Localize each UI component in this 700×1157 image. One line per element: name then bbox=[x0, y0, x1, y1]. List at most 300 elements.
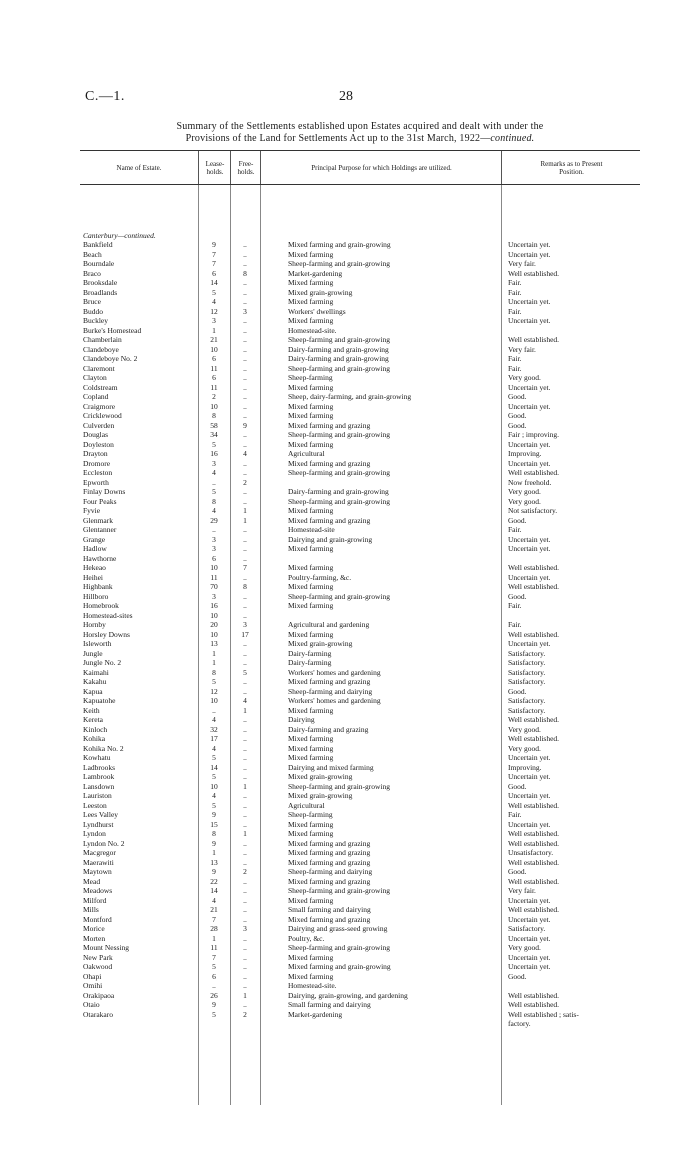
freeholds-cell: 2 bbox=[243, 867, 247, 876]
leaseholds-cell: 9 bbox=[212, 838, 216, 848]
remarks-cell: Fair. bbox=[508, 810, 522, 819]
freeholds-cell: 4 bbox=[243, 449, 247, 458]
estate-name-cell: Jungle No. 2 bbox=[83, 658, 122, 667]
purpose-cell: Mixed farming and grazing bbox=[288, 458, 371, 468]
table-row bbox=[80, 677, 640, 687]
table-row bbox=[80, 468, 640, 478]
purpose-cell: Mixed farming bbox=[288, 753, 334, 762]
remarks-cell: Uncertain yet. bbox=[508, 572, 551, 582]
estate-name-cell: Hadlow bbox=[83, 544, 107, 553]
table-row bbox=[80, 611, 640, 621]
estate-name-cell: Highbank bbox=[83, 582, 113, 591]
purpose-cell: Mixed farming bbox=[288, 439, 334, 449]
purpose-cell: Dairying and grain-growing bbox=[288, 534, 373, 544]
purpose-cell: Sheep, dairy-farming, and grain-growing bbox=[288, 392, 412, 401]
leaseholds-cell: 1 bbox=[212, 325, 216, 335]
remarks-cell: Good. bbox=[508, 781, 527, 791]
purpose-cell: Mixed farming and grazing bbox=[288, 420, 371, 430]
header-purpose-label: Principal Purpose for which Holdings are utilized. bbox=[311, 163, 452, 172]
table-row bbox=[80, 354, 640, 364]
leaseholds-cell: 4 bbox=[212, 297, 216, 306]
leaseholds-cell: 8 bbox=[212, 829, 216, 838]
table-row bbox=[80, 953, 640, 963]
leaseholds-cell: 5 bbox=[212, 287, 216, 297]
remarks-cell: Good. bbox=[508, 867, 527, 876]
purpose-cell: Dairy-farming bbox=[288, 648, 332, 658]
freeholds-cell: .. bbox=[243, 715, 247, 724]
table-row bbox=[80, 801, 640, 811]
freeholds-cell: .. bbox=[243, 259, 247, 268]
remarks-cell: Uncertain yet. bbox=[508, 772, 551, 781]
estate-name-cell: Cricklewood bbox=[83, 411, 122, 420]
table-row bbox=[80, 535, 640, 545]
table-row bbox=[80, 411, 640, 421]
freeholds-cell: 5 bbox=[243, 667, 247, 677]
freeholds-cell: .. bbox=[243, 496, 247, 506]
table-row bbox=[80, 335, 640, 345]
leaseholds-cell: 5 bbox=[212, 772, 216, 781]
remarks-cell: Good. bbox=[508, 971, 527, 981]
estate-name-cell: Claremont bbox=[83, 363, 115, 373]
purpose-cell: Dairy-farming and grazing bbox=[288, 724, 369, 734]
remarks-cell: Fair ; improving. bbox=[508, 430, 560, 439]
table-row bbox=[80, 725, 640, 735]
table-row bbox=[80, 896, 640, 906]
freeholds-cell: .. bbox=[243, 971, 247, 981]
estate-name-cell: Horsley Downs bbox=[83, 629, 130, 639]
table-row bbox=[80, 734, 640, 744]
table-row bbox=[80, 715, 640, 725]
remarks-cell: Not satisfactory. bbox=[508, 506, 558, 515]
remarks-cell: Very good. bbox=[508, 743, 541, 753]
leaseholds-cell: 7 bbox=[212, 914, 216, 924]
estate-name-cell: Douglas bbox=[83, 430, 108, 439]
estate-name-cell: Buckley bbox=[83, 316, 108, 325]
estate-name-cell: Jungle bbox=[83, 648, 103, 658]
freeholds-cell: .. bbox=[243, 933, 247, 943]
table-row bbox=[80, 639, 640, 649]
remarks-cell: Good. bbox=[508, 411, 527, 420]
leaseholds-cell: 3 bbox=[212, 458, 216, 468]
remarks-cell: Good. bbox=[508, 591, 527, 601]
table-row bbox=[80, 250, 640, 260]
purpose-cell: Sheep-farming and grain-growing bbox=[288, 363, 391, 373]
leaseholds-cell: 8 bbox=[212, 496, 216, 506]
estate-name-cell: Glenmark bbox=[83, 515, 113, 525]
remarks-cell: Very fair. bbox=[508, 886, 536, 895]
table-row bbox=[80, 744, 640, 754]
purpose-cell: Dairying and grass-seed growing bbox=[288, 924, 388, 933]
title-line-1: Summary of the Settlements established upon Estates acquired and dealt with under the bbox=[176, 121, 544, 132]
header-name-label: Name of Estate. bbox=[116, 163, 162, 172]
estate-name-cell: Dromore bbox=[83, 458, 111, 468]
table-row bbox=[80, 449, 640, 459]
purpose-cell: Mixed farming bbox=[288, 316, 334, 325]
estate-name-cell: Leeston bbox=[83, 800, 107, 810]
freeholds-cell: .. bbox=[243, 601, 247, 610]
freeholds-cell: .. bbox=[243, 458, 247, 468]
estate-name-cell: Braco bbox=[83, 268, 101, 278]
purpose-cell: Mixed farming bbox=[288, 895, 334, 905]
purpose-cell: Mixed grain-growing bbox=[288, 287, 353, 297]
remarks-cell: Well established. bbox=[508, 990, 560, 1000]
leaseholds-cell: 1 bbox=[212, 848, 216, 857]
remarks-cell: Very good. bbox=[508, 487, 541, 496]
leaseholds-cell: 11 bbox=[210, 382, 218, 392]
table-row bbox=[80, 421, 640, 431]
remarks-cell: Well established. bbox=[508, 629, 560, 639]
freeholds-cell: 8 bbox=[243, 268, 247, 278]
purpose-cell: Workers' homes and gardening bbox=[288, 696, 381, 705]
leaseholds-cell: 1 bbox=[212, 648, 216, 658]
table-row bbox=[80, 1019, 640, 1029]
purpose-cell: Homestead-site. bbox=[288, 325, 337, 335]
leaseholds-cell: 7 bbox=[212, 259, 216, 268]
purpose-cell: Mixed farming and grazing bbox=[288, 677, 371, 686]
estate-name-cell: Montford bbox=[83, 914, 112, 924]
header-free-line2: holds. bbox=[237, 167, 255, 176]
estate-name-cell: Maerawiti bbox=[83, 857, 114, 867]
estate-name-cell: Hekeao bbox=[83, 563, 106, 572]
leaseholds-cell: 6 bbox=[212, 268, 216, 278]
estate-name-cell: Maytown bbox=[83, 867, 112, 876]
remarks-cell: Uncertain yet. bbox=[508, 791, 551, 800]
estate-name-cell: Lyndon No. 2 bbox=[83, 838, 125, 848]
leaseholds-cell: 5 bbox=[212, 753, 216, 762]
purpose-cell: Mixed farming bbox=[288, 297, 334, 306]
estate-name-cell: Lyndon bbox=[83, 829, 106, 838]
estate-name-cell: Burke's Homestead bbox=[83, 325, 142, 335]
header-lease-line2: holds. bbox=[206, 167, 224, 176]
remarks-cell: Well established. bbox=[508, 905, 560, 914]
purpose-cell: Mixed farming bbox=[288, 629, 334, 639]
freeholds-cell: 2 bbox=[243, 1009, 247, 1019]
table-row bbox=[80, 326, 640, 336]
remarks-cell: Uncertain yet. bbox=[508, 952, 551, 962]
remarks-cell: Satisfactory. bbox=[508, 705, 546, 715]
freeholds-cell: .. bbox=[243, 848, 247, 857]
estate-name-cell: Meadows bbox=[83, 886, 113, 895]
remarks-cell: Well established. bbox=[508, 734, 560, 743]
leaseholds-cell: 15 bbox=[210, 819, 218, 829]
remarks-cell: Very good. bbox=[508, 724, 541, 734]
freeholds-cell: .. bbox=[243, 724, 247, 734]
leaseholds-cell: .. bbox=[212, 981, 216, 990]
table-row bbox=[80, 592, 640, 602]
table-row bbox=[80, 383, 640, 393]
estate-name-cell: Milford bbox=[83, 895, 107, 905]
purpose-cell: Sheep-farming and grain-growing bbox=[288, 430, 391, 439]
estate-name-cell: Chamberlain bbox=[83, 335, 122, 344]
freeholds-cell: .. bbox=[243, 857, 247, 867]
document-reference: C.—1. bbox=[85, 89, 125, 104]
freeholds-cell: .. bbox=[243, 591, 247, 601]
leaseholds-cell: 10 bbox=[210, 563, 218, 572]
remarks-cell: Now freehold. bbox=[508, 477, 552, 487]
table-header bbox=[80, 150, 640, 185]
purpose-cell: Mixed farming bbox=[288, 278, 334, 287]
remarks-cell: Fair. bbox=[508, 354, 522, 363]
remarks-cell: Satisfactory. bbox=[508, 924, 546, 933]
table-row bbox=[80, 544, 640, 554]
freeholds-cell: .. bbox=[243, 677, 247, 686]
remarks-cell: Uncertain yet. bbox=[508, 401, 551, 411]
estate-name-cell: Epworth bbox=[83, 477, 109, 487]
purpose-cell: Dairy-farming and grain-growing bbox=[288, 487, 389, 496]
freeholds-cell: .. bbox=[243, 297, 247, 306]
remarks-cell: Satisfactory. bbox=[508, 667, 546, 677]
remarks-cell: Well established. bbox=[508, 876, 560, 886]
table-row bbox=[80, 972, 640, 982]
freeholds-cell: .. bbox=[243, 468, 247, 477]
leaseholds-cell: 11 bbox=[210, 943, 218, 952]
estate-name-cell: Copland bbox=[83, 392, 109, 401]
leaseholds-cell: 4 bbox=[212, 791, 216, 800]
table-row bbox=[80, 782, 640, 792]
remarks-cell: Good. bbox=[508, 515, 527, 525]
estate-name-cell: Bankfield bbox=[83, 240, 113, 249]
remarks-cell: Well established. bbox=[508, 582, 560, 591]
leaseholds-cell: 14 bbox=[210, 762, 218, 772]
leaseholds-cell: 10 bbox=[210, 610, 218, 620]
remarks-cell: Well established. bbox=[508, 838, 560, 848]
leaseholds-cell: 58 bbox=[210, 420, 218, 430]
estate-name-cell: Macgregor bbox=[83, 848, 116, 857]
estate-name-cell: Hillboro bbox=[83, 591, 109, 601]
table-row bbox=[80, 839, 640, 849]
remarks-cell: Well established ; satis- bbox=[508, 1009, 579, 1019]
remarks-cell: Uncertain yet. bbox=[508, 316, 551, 325]
leaseholds-cell: 7 bbox=[212, 249, 216, 259]
purpose-cell: Mixed farming and grain-growing bbox=[288, 962, 391, 971]
remarks-cell: Uncertain yet. bbox=[508, 639, 551, 648]
leaseholds-cell: 8 bbox=[212, 667, 216, 677]
freeholds-cell: .. bbox=[243, 791, 247, 800]
estate-name-cell: Fyvie bbox=[83, 506, 101, 515]
remarks-cell: Well established. bbox=[508, 563, 560, 572]
purpose-cell: Mixed farming bbox=[288, 401, 334, 411]
freeholds-cell: .. bbox=[243, 325, 247, 335]
leaseholds-cell: 10 bbox=[210, 401, 218, 411]
table-row bbox=[80, 307, 640, 317]
remarks-cell: Very fair. bbox=[508, 259, 536, 268]
remarks-cell: Uncertain yet. bbox=[508, 914, 551, 924]
remarks-cell: Uncertain yet. bbox=[508, 544, 551, 553]
estate-name-cell: Lees Valley bbox=[83, 810, 119, 819]
estate-name-cell: Keith bbox=[83, 705, 100, 715]
estate-name-cell: Ladbrooks bbox=[83, 762, 116, 772]
purpose-cell: Mixed grain-growing bbox=[288, 791, 353, 800]
remarks-cell: Fair. bbox=[508, 287, 522, 297]
purpose-cell: Small farming and dairying bbox=[288, 1000, 371, 1009]
freeholds-cell: .. bbox=[243, 810, 247, 819]
remarks-cell: Well established. bbox=[508, 829, 560, 838]
leaseholds-cell: 9 bbox=[212, 1000, 216, 1009]
estate-name-cell: Eccleston bbox=[83, 468, 113, 477]
header-leaseholds bbox=[198, 151, 231, 184]
table-row bbox=[80, 791, 640, 801]
purpose-cell: Mixed farming bbox=[288, 971, 334, 981]
freeholds-cell: 1 bbox=[243, 705, 247, 715]
purpose-cell: Agricultural and gardening bbox=[288, 620, 370, 629]
leaseholds-cell: 1 bbox=[212, 933, 216, 943]
freeholds-cell: .. bbox=[243, 962, 247, 971]
freeholds-cell: .. bbox=[243, 743, 247, 753]
freeholds-cell: 8 bbox=[243, 582, 247, 591]
estate-name-cell: Oakwood bbox=[83, 962, 113, 971]
leaseholds-cell: 10 bbox=[210, 344, 218, 354]
remarks-cell: Good. bbox=[508, 420, 527, 430]
freeholds-cell: .. bbox=[243, 734, 247, 743]
table-row bbox=[80, 915, 640, 925]
leaseholds-cell: 14 bbox=[210, 278, 218, 287]
freeholds-cell: .. bbox=[243, 648, 247, 658]
freeholds-cell: .. bbox=[243, 382, 247, 392]
purpose-cell: Workers' homes and gardening bbox=[288, 667, 381, 677]
purpose-cell: Sheep-farming and dairying bbox=[288, 867, 373, 876]
remarks-cell: Uncertain yet. bbox=[508, 753, 551, 762]
estate-name-cell: Kinloch bbox=[83, 724, 108, 734]
purpose-cell: Dairy-farming and grain-growing bbox=[288, 344, 389, 354]
header-principal-purpose bbox=[260, 151, 502, 184]
leaseholds-cell: 11 bbox=[210, 363, 218, 373]
freeholds-cell: .. bbox=[243, 487, 247, 496]
freeholds-cell: .. bbox=[243, 914, 247, 924]
leaseholds-cell: 5 bbox=[212, 1009, 216, 1019]
table-row bbox=[80, 658, 640, 668]
table-row bbox=[80, 924, 640, 934]
freeholds-cell: .. bbox=[243, 686, 247, 696]
table-row bbox=[80, 981, 640, 991]
freeholds-cell: .. bbox=[243, 838, 247, 848]
leaseholds-cell: 12 bbox=[210, 306, 218, 316]
table-row bbox=[80, 668, 640, 678]
leaseholds-cell: 14 bbox=[210, 886, 218, 895]
remarks-cell: Fair. bbox=[508, 525, 522, 534]
remarks-cell: Well established. bbox=[508, 857, 560, 867]
purpose-cell: Mixed grain-growing bbox=[288, 639, 353, 648]
estate-name-cell: Homebrook bbox=[83, 601, 119, 610]
leaseholds-cell: 26 bbox=[210, 990, 218, 1000]
leaseholds-cell: 7 bbox=[212, 952, 216, 962]
freeholds-cell: .. bbox=[243, 249, 247, 259]
header-freeholds bbox=[230, 151, 261, 184]
purpose-cell: Mixed farming and grazing bbox=[288, 838, 371, 848]
header-leaseholds-label bbox=[206, 160, 225, 176]
remarks-cell: Uncertain yet. bbox=[508, 297, 551, 306]
leaseholds-cell: 3 bbox=[212, 544, 216, 553]
freeholds-cell: .. bbox=[243, 762, 247, 772]
freeholds-cell: .. bbox=[243, 943, 247, 952]
leaseholds-cell: 5 bbox=[212, 439, 216, 449]
leaseholds-cell: 6 bbox=[212, 373, 216, 382]
remarks-cell: Uncertain yet. bbox=[508, 382, 551, 392]
estate-name-cell: Grange bbox=[83, 534, 106, 544]
header-free-line1: Free- bbox=[238, 159, 254, 168]
freeholds-cell: .. bbox=[243, 401, 247, 411]
table-body bbox=[80, 185, 640, 1105]
table-row bbox=[80, 962, 640, 972]
table-row bbox=[80, 620, 640, 630]
estate-name-cell: Finlay Downs bbox=[83, 487, 126, 496]
purpose-cell: Workers' dwellings bbox=[288, 306, 346, 316]
freeholds-cell: .. bbox=[243, 430, 247, 439]
leaseholds-cell: 5 bbox=[212, 677, 216, 686]
purpose-cell: Sheep-farming and grain-growing bbox=[288, 591, 391, 601]
freeholds-cell: .. bbox=[243, 439, 247, 449]
estate-name-cell: Lambrook bbox=[83, 772, 115, 781]
table-row bbox=[80, 877, 640, 887]
estate-name-cell: Lauriston bbox=[83, 791, 112, 800]
freeholds-cell: .. bbox=[243, 753, 247, 762]
freeholds-cell: .. bbox=[243, 610, 247, 620]
estate-name-cell: Four Peaks bbox=[83, 496, 117, 506]
remarks-cell: Well established. bbox=[508, 335, 560, 344]
freeholds-cell: .. bbox=[243, 800, 247, 810]
estate-name-cell: Coldstream bbox=[83, 382, 118, 392]
freeholds-cell: .. bbox=[243, 1000, 247, 1009]
table-row bbox=[80, 905, 640, 915]
leaseholds-cell: 5 bbox=[212, 800, 216, 810]
leaseholds-cell: 70 bbox=[210, 582, 218, 591]
freeholds-cell: 3 bbox=[243, 306, 247, 316]
table-row bbox=[80, 554, 640, 564]
remarks-cell: Fair. bbox=[508, 363, 522, 373]
estate-name-cell: New Park bbox=[83, 952, 113, 962]
leaseholds-cell: 28 bbox=[210, 924, 218, 933]
remarks-cell: Uncertain yet. bbox=[508, 534, 551, 544]
purpose-cell: Agricultural bbox=[288, 800, 325, 810]
estate-name-cell: Bourndale bbox=[83, 259, 115, 268]
leaseholds-cell: 9 bbox=[212, 240, 216, 249]
title-line-2-text: Provisions of the Land for Settlements Act up to the 31st March, 1922— bbox=[185, 133, 491, 144]
header-freeholds-label bbox=[238, 160, 255, 176]
purpose-cell: Homestead-site bbox=[288, 525, 335, 534]
estate-name-cell: Clandeboye No. 2 bbox=[83, 354, 138, 363]
estate-name-cell: Kohika bbox=[83, 734, 106, 743]
table-row bbox=[80, 506, 640, 516]
freeholds-cell: .. bbox=[243, 553, 247, 563]
freeholds-cell: .. bbox=[243, 278, 247, 287]
remarks-cell: Uncertain yet. bbox=[508, 895, 551, 905]
table-row bbox=[80, 934, 640, 944]
purpose-cell: Mixed farming bbox=[288, 601, 334, 610]
header-remarks-line1: Remarks as to Present bbox=[540, 159, 603, 168]
table-row bbox=[80, 459, 640, 469]
leaseholds-cell: 4 bbox=[212, 715, 216, 724]
remarks-cell: Well established. bbox=[508, 715, 560, 724]
freeholds-cell: .. bbox=[243, 335, 247, 344]
purpose-cell: Mixed farming and grazing bbox=[288, 515, 371, 525]
purpose-cell: Market-gardening bbox=[288, 1009, 343, 1019]
freeholds-cell: 3 bbox=[243, 620, 247, 629]
table-row bbox=[80, 886, 640, 896]
table-row bbox=[80, 810, 640, 820]
leaseholds-cell: 16 bbox=[210, 449, 218, 458]
remarks-cell: Uncertain yet. bbox=[508, 933, 551, 943]
table-row bbox=[80, 364, 640, 374]
table-row bbox=[80, 1000, 640, 1010]
remarks-cell: Good. bbox=[508, 686, 527, 696]
estate-name-cell: Kohika No. 2 bbox=[83, 743, 124, 753]
leaseholds-cell: 3 bbox=[212, 534, 216, 544]
leaseholds-cell: 1 bbox=[212, 658, 216, 667]
freeholds-cell: .. bbox=[243, 373, 247, 382]
page-number: 28 bbox=[339, 89, 353, 104]
purpose-cell: Mixed farming bbox=[288, 411, 334, 420]
table-row bbox=[80, 440, 640, 450]
purpose-cell: Mixed farming and grazing bbox=[288, 848, 371, 857]
